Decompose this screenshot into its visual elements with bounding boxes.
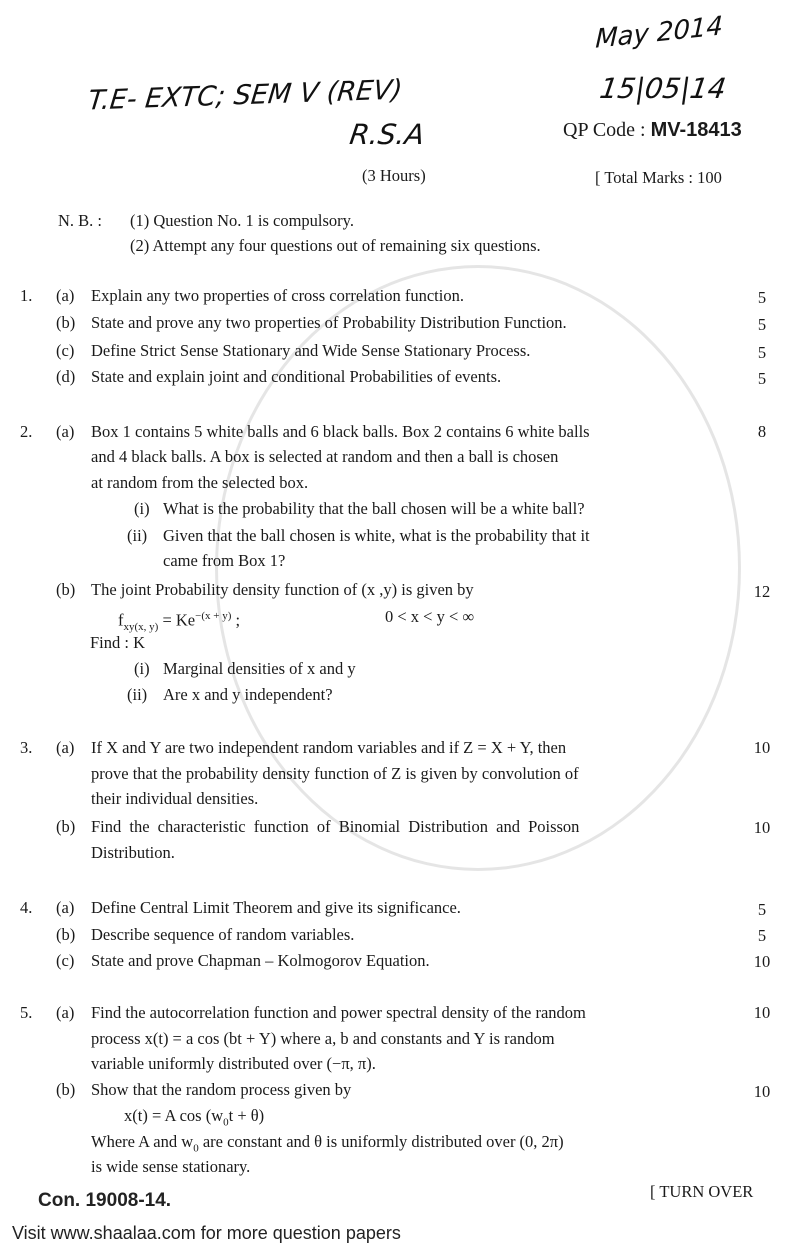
marks: 8 bbox=[757, 422, 767, 441]
part-label: (a) bbox=[56, 1003, 75, 1022]
part-label: (b) bbox=[56, 1080, 76, 1099]
marks: 10 bbox=[753, 818, 771, 837]
question-text: If X and Y are two independent random variables and if Z = X + Y, then bbox=[91, 738, 567, 757]
part-label: (c) bbox=[56, 951, 75, 970]
question-text: came from Box 1? bbox=[163, 551, 286, 570]
nb-label: N. B. : bbox=[58, 211, 103, 230]
question-text: Define Central Limit Theorem and give its significance. bbox=[91, 898, 461, 917]
part-label: (b) bbox=[56, 313, 76, 332]
question-text: State and prove Chapman – Kolmogorov Equation. bbox=[91, 951, 430, 970]
marks: 10 bbox=[753, 738, 771, 757]
marks: 5 bbox=[757, 926, 767, 945]
turn-over: [ TURN OVER bbox=[650, 1182, 754, 1201]
question-text: State and explain joint and conditional Probabilities of events. bbox=[91, 367, 502, 386]
marks: 10 bbox=[753, 1003, 771, 1022]
question-text: their individual densities. bbox=[91, 789, 259, 808]
formula-condition: 0 < x < y < ∞ bbox=[385, 607, 475, 626]
handwritten-course: T.E- EXTC; SEM V (REV) bbox=[86, 74, 404, 117]
subpart-label: (ii) bbox=[127, 685, 148, 704]
question-text: Are x and y independent? bbox=[163, 685, 333, 704]
question-number: 2. bbox=[20, 422, 33, 441]
question-number: 4. bbox=[20, 898, 33, 917]
question-number: 1. bbox=[20, 286, 33, 305]
subpart-label: (i) bbox=[134, 499, 150, 518]
question-text: Box 1 contains 5 white balls and 6 black balls. Box 2 contains 6 white balls bbox=[91, 422, 590, 441]
marks: 12 bbox=[753, 582, 771, 601]
question-text: Marginal densities of x and y bbox=[163, 659, 356, 678]
question-text: process x(t) = a cos (bt + Y) where a, b and constants and Y is random bbox=[91, 1029, 555, 1048]
question-number: 3. bbox=[20, 738, 33, 757]
question-text: prove that the probability density function of Z is given by convolution of bbox=[91, 764, 579, 783]
nb-item-2: (2) Attempt any four questions out of remaining six questions. bbox=[130, 236, 541, 255]
qp-code: QP Code : MV-18413 bbox=[563, 119, 742, 141]
marks: 5 bbox=[757, 900, 767, 919]
marks: 10 bbox=[753, 952, 771, 971]
question-text: Describe sequence of random variables. bbox=[91, 925, 355, 944]
marks: 5 bbox=[757, 288, 767, 307]
handwritten-subject: R.S.A bbox=[347, 118, 427, 151]
question-number: 5. bbox=[20, 1003, 33, 1022]
question-text: Define Strict Sense Stationary and Wide Sense Stationary Process. bbox=[91, 341, 531, 360]
question-text: What is the probability that the ball chosen will be a white ball? bbox=[163, 499, 585, 518]
duration: (3 Hours) bbox=[362, 166, 426, 185]
part-label: (a) bbox=[56, 422, 75, 441]
footer-link[interactable]: Visit www.shaalaa.com for more question papers bbox=[12, 1223, 401, 1243]
formula: $f_{xy(x, y)} = Ke^{-(x + y)}$ ; bbox=[118, 610, 241, 633]
question-text: Find the autocorrelation function and power spectral density of the random bbox=[91, 1003, 586, 1022]
subpart-label: (ii) bbox=[127, 526, 148, 545]
handwritten-month: May 2014 bbox=[594, 11, 724, 55]
part-label: (a) bbox=[56, 738, 75, 757]
subpart-label: (i) bbox=[134, 659, 150, 678]
question-text: Find : K bbox=[90, 633, 146, 652]
question-text: at random from the selected box. bbox=[91, 473, 309, 492]
question-text: Explain any two properties of cross correlation function. bbox=[91, 286, 464, 305]
question-text: variable uniformly distributed over (−π, π). bbox=[91, 1054, 376, 1073]
paper-code: Con. 19008-14. bbox=[38, 1190, 172, 1211]
question-text: State and prove any two properties of Probability Distribution Function. bbox=[91, 313, 567, 332]
marks: 5 bbox=[757, 315, 767, 334]
marks: 5 bbox=[757, 343, 767, 362]
part-label: (b) bbox=[56, 817, 76, 836]
part-label: (b) bbox=[56, 925, 76, 944]
question-text: The joint Probability density function of (x ,y) is given by bbox=[91, 580, 474, 599]
question-text: Distribution. bbox=[91, 843, 175, 862]
part-label: (a) bbox=[56, 286, 75, 305]
part-label: (a) bbox=[56, 898, 75, 917]
part-label: (b) bbox=[56, 580, 76, 599]
marks: 5 bbox=[757, 369, 767, 388]
question-text: and 4 black balls. A box is selected at random and then a ball is chosen bbox=[91, 447, 559, 466]
question-text: is wide sense stationary. bbox=[91, 1157, 251, 1176]
total-marks: [ Total Marks : 100 bbox=[595, 168, 722, 187]
nb-item-1: (1) Question No. 1 is compulsory. bbox=[130, 211, 354, 230]
question-text: Given that the ball chosen is white, what is the probability that it bbox=[163, 526, 590, 545]
handwritten-date: 15|05|14 bbox=[597, 72, 729, 105]
question-text: Find the characteristic function of Binomial Distribution and Poisson bbox=[91, 817, 580, 836]
question-text: Where A and $w_0$ are constant and θ is uniformly distributed over (0, 2π) bbox=[91, 1132, 564, 1155]
formula: x(t) = A $\cos (w_0t + \theta)$ bbox=[124, 1106, 265, 1129]
marks: 10 bbox=[753, 1082, 771, 1101]
question-text: Show that the random process given by bbox=[91, 1080, 352, 1099]
part-label: (d) bbox=[56, 367, 76, 386]
part-label: (c) bbox=[56, 341, 75, 360]
